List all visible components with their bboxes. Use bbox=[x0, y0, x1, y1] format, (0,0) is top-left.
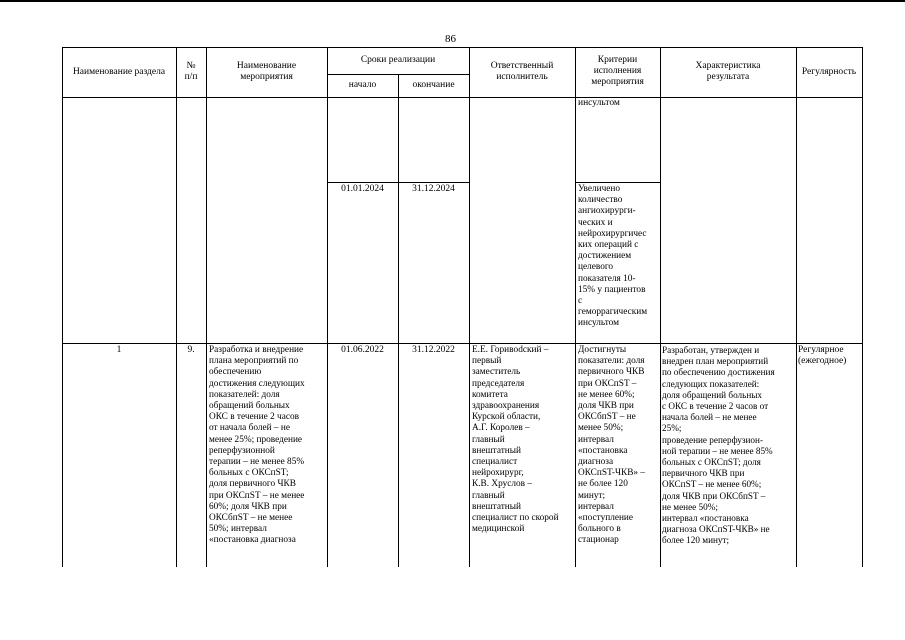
header-section: Наименование раздела bbox=[72, 67, 166, 77]
row-c-section: 1 bbox=[116, 345, 122, 355]
col-rule-8 bbox=[796, 47, 797, 567]
page-number: 86 bbox=[445, 33, 456, 45]
row-c-criteria: Достигнуты показатели: доля первичного ЧКВ при ОКСпST – не менее 60%; доля ЧКВ при ОКСбпST – не менее 50%; интервал «постановка диагноза ОКСпST-ЧКВ» – не более 120 минут; интервал «поступление больного в стационар bbox=[578, 345, 646, 546]
row-b-bottom-rule bbox=[62, 343, 862, 344]
row-b-start: 01.01.2024 bbox=[341, 184, 384, 194]
row-c-end: 31.12.2022 bbox=[412, 345, 455, 355]
header-bottom-rule bbox=[62, 97, 862, 98]
row-a-criteria: инсультом bbox=[578, 98, 620, 108]
row-c-num: 9. bbox=[187, 345, 195, 355]
top-border bbox=[0, 0, 905, 2]
row-c-result: Разработан, утвержден и внедрен план мероприятий по обеспечению достижения следующих показателей: доля обращений больных с ОКС в течение 2 часов от начала болей – не менее 25%; проведение реперфузион- ной терапии – не менее 85% больных с ОКСпST; доля первичного ЧКВ при ОКСпST – не менее 60%; доля ЧКВ при ОКСбпST – не менее 50%; интервал «постановка диагноза ОКСпST-ЧКВ» не более 120 минут; bbox=[662, 345, 775, 546]
col-rule-5 bbox=[469, 47, 470, 567]
row-c-event: Разработка и внедрение плана мероприятий по обеспечению достижения следующих показателей: доля обращений больных ОКС в течение 2 часов от начала болей – не менее 25%; проведение реперфузионной терапии – не менее 85% больных с ОКСпST; доля первичного ЧКВ при ОКСпST – не менее 60%; доля ЧКВ при ОКСбпST – не менее 50%; интервал «постановка диагноза bbox=[209, 345, 305, 546]
col-rule-1 bbox=[176, 47, 177, 567]
header-start: начало bbox=[348, 80, 377, 90]
header-event: Наименование мероприятия bbox=[236, 61, 297, 82]
col-rule-2 bbox=[206, 47, 207, 567]
row-b-criteria: Увеличено количество ангиохирурги- ческих и нейрохирургичес ких операций с достижением целевого показателя 10- 15% у пациентов с геморрагическим инсультом bbox=[578, 184, 648, 329]
header-criteria: Критерии исполнения мероприятия bbox=[591, 55, 644, 87]
col-rule-6 bbox=[575, 47, 576, 567]
col-rule-9 bbox=[862, 47, 863, 567]
table-top-rule bbox=[62, 47, 862, 48]
header-num: № п/п bbox=[184, 61, 198, 82]
col-rule-4 bbox=[398, 74, 399, 567]
col-rule-3 bbox=[327, 47, 328, 567]
col-rule-0 bbox=[62, 47, 63, 567]
header-responsible: Ответственный исполнитель bbox=[490, 61, 554, 82]
col-rule-7 bbox=[660, 47, 661, 567]
header-result: Характеристика результата bbox=[695, 61, 761, 82]
row-c-start: 01.06.2022 bbox=[341, 345, 384, 355]
header-end: окончание bbox=[412, 80, 455, 90]
header-period: Сроки реализации bbox=[360, 55, 436, 65]
header-regularity: Регулярность bbox=[801, 67, 857, 77]
row-a-criteria-rule bbox=[575, 182, 660, 183]
row-c-responsible: Е.Е. Горивodский – первый заместитель председателя комитета здравоохранения Курской области, А.Г. Королев – главный внештатный специалист нейрохирург, К.В. Хруслов – главный внештатный специалист по скорой медицинской bbox=[472, 345, 559, 535]
row-b-end: 31.12.2024 bbox=[412, 184, 455, 194]
row-c-regularity: Регулярное (ежегодное) bbox=[798, 345, 847, 367]
